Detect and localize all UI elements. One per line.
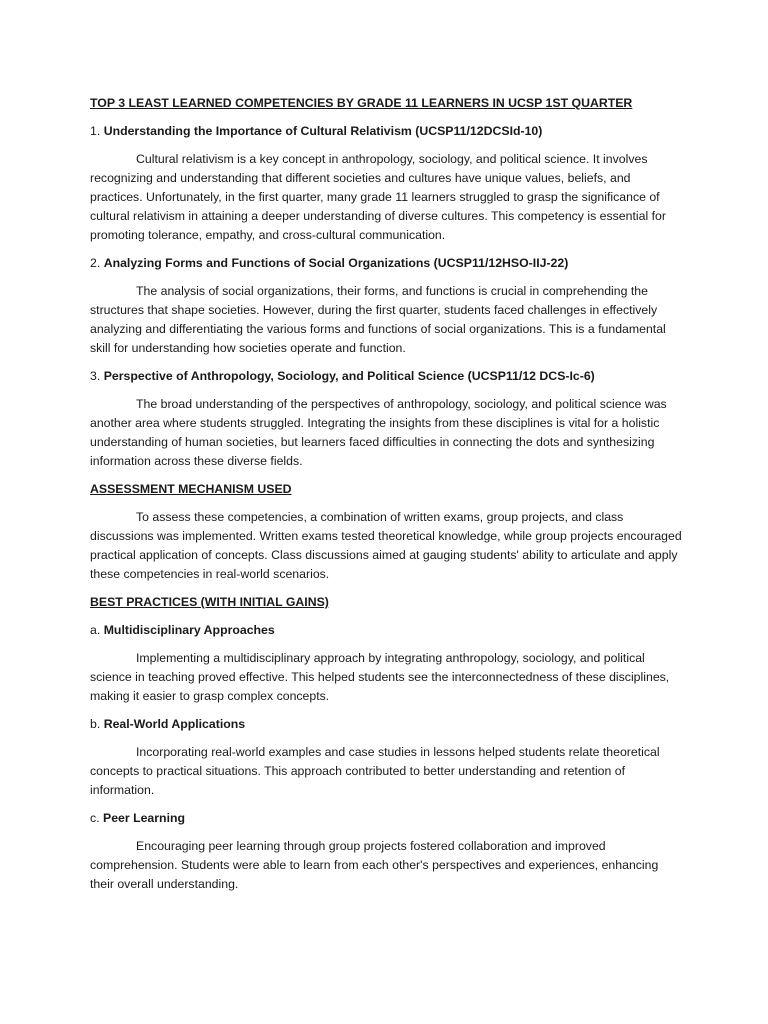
competency-body-1: Cultural relativism is a key concept in anthropology, sociology, and political science. It involves recognizing and understanding that different societies and cultures have unique values, beliefs, and practices. Unfortunately, in the first quarter, many grade 11 learners struggled to grasp the significance of cultural relativism in attaining a deeper understanding of diverse cultures. This competency is essential for promoting tolerance, empathy, and cross-cultural communication. <box>90 152 666 242</box>
practice-body-a: Implementing a multidisciplinary approach by integrating anthropology, sociology, and political science in teaching proved effective. This helped students see the interconnectedness of these disciplines, making it easier to grasp complex concepts. <box>90 651 670 703</box>
assessment-heading: ASSESSMENT MECHANISM USED <box>90 482 292 496</box>
competency-body-2: The analysis of social organizations, their forms, and functions is crucial in comprehending the structures that shape societies. However, during the first quarter, students faced challenges in effectively analyzing and differentiating the various forms and functions of social organizations. This is a fundamental skill for understanding how societies operate and function. <box>90 284 666 355</box>
practice-heading-a <box>90 621 682 640</box>
practice-title: Peer Learning <box>103 811 186 825</box>
competency-title: Perspective of Anthropology, Sociology, and Political Science (UCSP11/12 DCS-Ic-6) <box>103 369 595 383</box>
best-practices-heading: BEST PRACTICES (WITH INITIAL GAINS) <box>90 595 329 609</box>
document-title: TOP 3 LEAST LEARNED COMPETENCIES BY GRADE 11 LEARNERS IN UCSP 1ST QUARTER <box>90 96 633 110</box>
practice-body-c: Encouraging peer learning through group projects fostered collaboration and improved comprehension. Students were able to learn from each other's perspectives and experiences, enhancing their overall understanding. <box>90 839 659 891</box>
competency-heading-1 <box>90 122 682 141</box>
practice-letter: a. <box>90 623 101 637</box>
practice-title: Multidisciplinary Approaches <box>103 623 275 637</box>
competency-title: Understanding the Importance of Cultural Relativism (UCSP11/12DCSId-10) <box>103 124 543 138</box>
practice-heading-c <box>90 809 682 828</box>
competency-heading-3 <box>90 367 682 386</box>
document-page <box>90 94 682 903</box>
practice-title: Real-World Applications <box>103 717 246 731</box>
competency-heading-2 <box>90 254 682 273</box>
competency-number: 1. <box>90 124 101 138</box>
practice-letter: b. <box>90 717 101 731</box>
competency-body-3: The broad understanding of the perspectives of anthropology, sociology, and political science was another area where students struggled. Integrating the insights from these disciplines is vital for a holistic understanding of human societies, but learners faced difficulties in connecting the dots and synthesizing information across these diverse fields. <box>90 397 667 468</box>
assessment-body: To assess these competencies, a combination of written exams, group projects, and class discussions was implemented. Written exams tested theoretical knowledge, while group projects encouraged practical application of concepts. Class discussions aimed at gauging students' ability to articulate and apply these competencies in real-world scenarios. <box>90 510 682 581</box>
competency-number: 3. <box>90 369 101 383</box>
competency-title: Analyzing Forms and Functions of Social Organizations (UCSP11/12HSO-IIJ-22) <box>103 256 569 270</box>
practice-body-b: Incorporating real-world examples and case studies in lessons helped students relate theoretical concepts to practical situations. This approach contributed to better understanding and retention of information. <box>90 745 660 797</box>
practice-heading-b <box>90 715 682 734</box>
practice-letter: c. <box>90 811 100 825</box>
competency-number: 2. <box>90 256 101 270</box>
